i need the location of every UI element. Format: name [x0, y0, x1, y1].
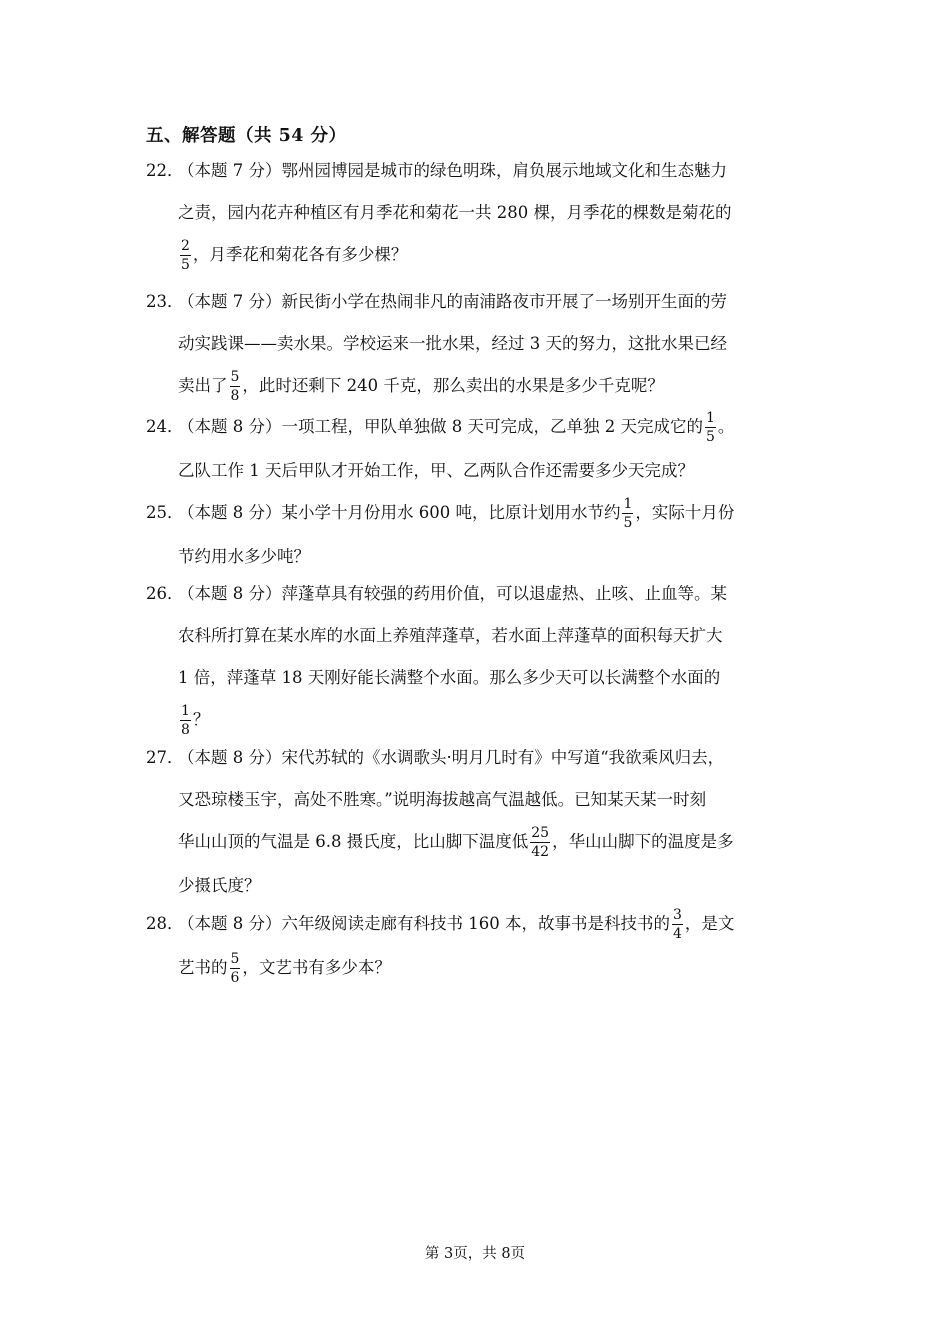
- denominator: 8: [230, 388, 240, 404]
- fraction: [705, 411, 716, 444]
- question-25: [146, 492, 812, 578]
- question-text: 又恐琼楼玉宇，高处不胜寒。”说明海拔越高气温越低。已知某天某一时刻: [178, 790, 707, 809]
- question-text: 乙队工作 1 天后甲队才开始工作，甲、乙两队合作还需要多少天完成？: [178, 461, 694, 480]
- denominator: 5: [705, 429, 715, 445]
- fraction: [622, 497, 633, 530]
- question-text: ，是文: [684, 914, 735, 933]
- question-28: [146, 903, 812, 991]
- question-text: （本题 8 分）萍蓬草具有较强的药用价值，可以退虚热、止咳、止血等。某: [178, 584, 727, 603]
- question-number: 23．: [146, 292, 184, 311]
- question-24: [146, 406, 812, 492]
- question-text: ，实际十月份: [635, 503, 735, 522]
- question-text: ，华山山脚下的温度是多: [552, 832, 734, 851]
- fraction: [180, 704, 191, 737]
- question-number: 22．: [146, 161, 184, 180]
- question-text: 动实践课——卖水果。学校运来一批水果，经过 3 天的努力，这批水果已经: [178, 334, 727, 353]
- question-22: [146, 150, 812, 278]
- question-27: [146, 737, 812, 907]
- denominator: 5: [623, 515, 633, 531]
- question-text: 农科所打算在某水库的水面上养殖萍蓬草，若水面上萍蓬草的面积每天扩大: [178, 626, 723, 645]
- fraction: [230, 370, 241, 403]
- question-number: 26．: [146, 584, 184, 603]
- question-26: [146, 573, 812, 743]
- question-number: 25．: [146, 503, 184, 522]
- question-text: 节约用水多少吨？: [178, 547, 310, 566]
- section-title: 五、解答题（共 54 分）: [146, 126, 347, 146]
- question-text: 华山山顶的气温是 6.8 摄氏度，比山脚下温度低: [178, 832, 529, 851]
- numerator: 5: [230, 369, 240, 385]
- question-number: 24．: [146, 417, 184, 436]
- question-text: ，文艺书有多少本？: [242, 958, 391, 977]
- question-text: ？: [192, 710, 210, 729]
- question-text: 1 倍，萍蓬草 18 天刚好能长满整个水面。那么多少天可以长满整个水面的: [178, 668, 721, 687]
- fraction: [530, 826, 550, 859]
- numerator: 5: [230, 951, 240, 967]
- question-text: （本题 8 分）一项工程，甲队单独做 8 天可完成，乙单独 2 天完成它的: [178, 417, 703, 436]
- question-number: 27．: [146, 748, 184, 767]
- numerator: 25: [531, 825, 550, 841]
- question-number: 28．: [146, 914, 184, 933]
- question-text: 少摄氏度？: [178, 876, 261, 895]
- denominator: 8: [181, 722, 190, 738]
- question-text: （本题 8 分）某小学十月份用水 600 吨，比原计划用水节约: [178, 503, 621, 522]
- fraction: [672, 908, 683, 941]
- denominator: 5: [181, 257, 190, 273]
- denominator: 4: [672, 926, 682, 942]
- question-text: ，月季花和菊花各有多少棵？: [192, 245, 408, 264]
- question-text: 艺书的: [178, 958, 228, 977]
- denominator: 42: [531, 844, 550, 860]
- question-text: 卖出了: [178, 376, 228, 395]
- question-23: [146, 281, 812, 409]
- fraction: [180, 239, 191, 272]
- denominator: 6: [230, 970, 240, 986]
- numerator: 1: [623, 496, 633, 512]
- question-text: 。: [717, 417, 735, 436]
- question-text: ，此时还剩下 240 千克，那么卖出的水果是多少千克呢？: [242, 376, 664, 395]
- fraction: [230, 952, 241, 985]
- question-text: （本题 8 分）宋代苏轼的《水调歌头·明月几时有》中写道“我欲乘风归去，: [178, 748, 725, 767]
- question-text: （本题 8 分）六年级阅读走廊有科技书 160 本，故事书是科技书的: [178, 914, 670, 933]
- question-text: （本题 7 分）新民街小学在热闹非凡的南浦路夜市开展了一场别开生面的劳: [178, 292, 727, 311]
- numerator: 1: [705, 410, 715, 426]
- numerator: 2: [181, 238, 190, 254]
- question-text: 之责，园内花卉种植区有月季花和菊花一共 280 棵，月季花的棵数是菊花的: [178, 203, 732, 222]
- question-text: （本题 7 分）鄂州园博园是城市的绿色明珠，肩负展示地域文化和生态魅力: [178, 161, 727, 180]
- numerator: 3: [672, 907, 682, 923]
- page-footer: 第 3页，共 8页: [424, 1246, 526, 1262]
- numerator: 1: [181, 703, 190, 719]
